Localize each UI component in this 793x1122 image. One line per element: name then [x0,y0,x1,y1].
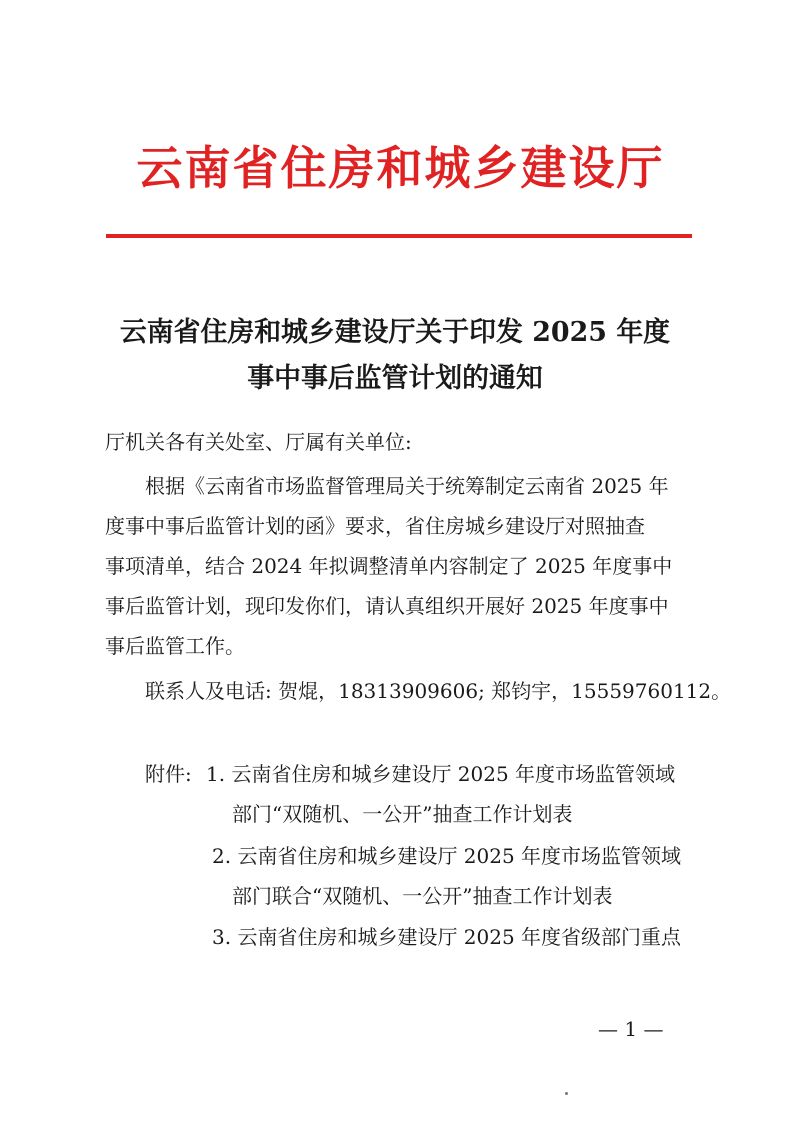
body-line-1: 根据《云南省市场监督管理局关于统筹制定云南省 2025 年 [145,474,669,498]
document-title-line-1: 云南省住房和城乡建设厅关于印发 2025 年度 [119,317,671,348]
attachments-label: 附件: [145,762,192,786]
letterhead-red-rule [106,234,692,238]
letterhead-title: 云南省住房和城乡建设厅 [136,141,665,195]
body-line-2: 度事中事后监管计划的函》要求，省住房城乡建设厅对照抽查 [105,514,645,538]
scan-speck [565,1092,568,1095]
page-number: — 1 — [598,1017,664,1041]
attachment-1-line-2: 部门“双随机、一公开”抽查工作计划表 [232,802,573,826]
contact-line: 联系人及电话: 贺焜，18313909606; 郑钧宇，15559760112。 [145,679,732,703]
body-line-5: 事后监管工作。 [105,634,245,658]
body-line-4: 事后监管计划，现印发你们，请认真组织开展好 2025 年度事中 [105,594,669,618]
attachment-2-line-1: 2. 云南省住房和城乡建设厅 2025 年度市场监管领域 [212,844,682,868]
attachment-3-line-1: 3. 云南省住房和城乡建设厅 2025 年度省级部门重点 [212,925,682,949]
attachment-1-line-1: 1. 云南省住房和城乡建设厅 2025 年度市场监管领域 [206,762,676,786]
document-title-line-2: 事中事后监管计划的通知 [247,363,543,394]
attachment-2-line-2: 部门联合“双随机、一公开”抽查工作计划表 [232,884,613,908]
salutation: 厅机关各有关处室、厅属有关单位: [105,430,412,454]
body-line-3: 事项清单，结合 2024 年拟调整清单内容制定了 2025 年度事中 [105,554,673,578]
